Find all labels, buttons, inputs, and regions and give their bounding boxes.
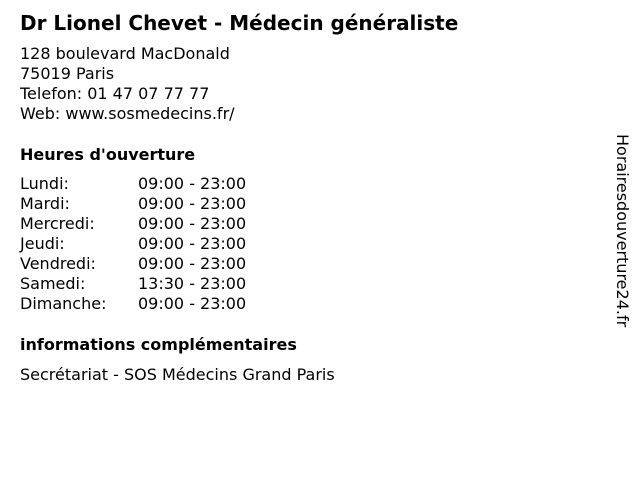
time-range: 09:00 - 23:00 [138,214,247,233]
day-label: Mercredi: [20,214,95,233]
city-postcode: 75019 Paris [20,64,115,83]
hours-row-thursday [20,234,246,254]
opening-hours-table [20,174,246,314]
day-label: Dimanche: [20,294,107,313]
hours-row-tuesday [20,194,246,214]
day-label: Samedi: [20,274,86,293]
site-watermark: Horairesdouverture24.fr [613,134,632,328]
additional-info-text: Secrétariat - SOS Médecins Grand Paris [20,365,335,384]
day-label: Vendredi: [20,254,96,273]
day-label: Jeudi: [20,234,65,253]
day-label: Lundi: [20,174,69,193]
street-address: 128 boulevard MacDonald [20,44,230,63]
time-range: 09:00 - 23:00 [138,294,247,313]
address-block [20,44,235,124]
hours-row-monday [20,174,246,194]
additional-info-heading: informations complémentaires [20,335,297,354]
hours-row-wednesday [20,214,246,234]
time-range: 09:00 - 23:00 [138,234,247,253]
phone-number: Telefon: 01 47 07 77 77 [20,84,210,103]
hours-row-saturday [20,274,246,294]
time-range: 13:30 - 23:00 [138,274,247,293]
time-range: 09:00 - 23:00 [138,254,247,273]
opening-hours-heading: Heures d'ouverture [20,145,196,164]
time-range: 09:00 - 23:00 [138,174,247,193]
website: Web: www.sosmedecins.fr/ [20,104,235,123]
hours-row-friday [20,254,246,274]
time-range: 09:00 - 23:00 [138,194,247,213]
page-title: Dr Lionel Chevet - Médecin généraliste [20,11,459,35]
day-label: Mardi: [20,194,70,213]
hours-row-sunday [20,294,246,314]
